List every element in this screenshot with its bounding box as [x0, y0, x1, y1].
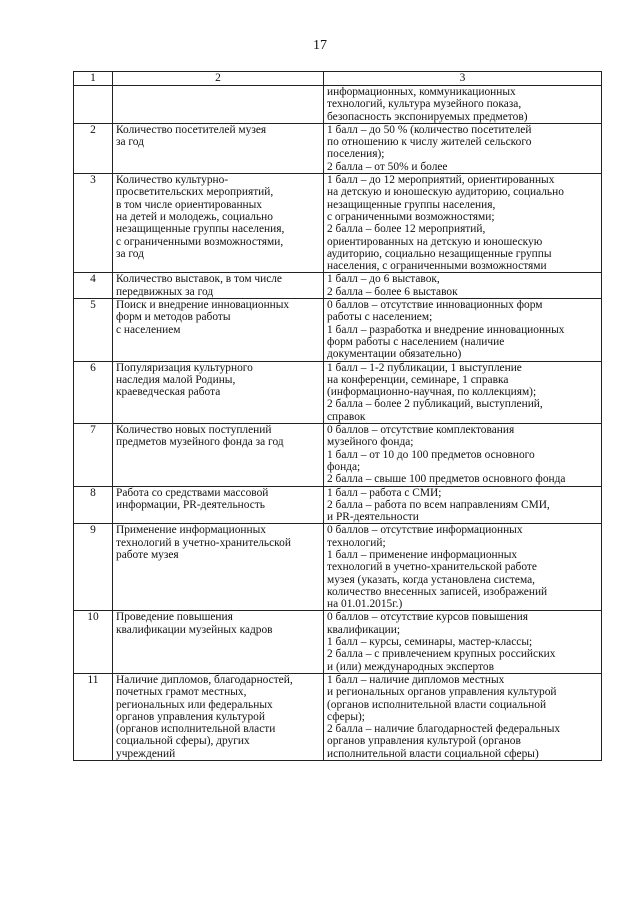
- column-header-criterion: 2: [113, 72, 324, 86]
- table-row: [74, 361, 602, 423]
- row-criterion: Наличие дипломов, благодарностей, почетных грамот местных, региональных или федеральных органов управления культурой (органов исполнительной власти социальной сферы), других учреждений: [113, 673, 324, 760]
- row-score: 1 балл – до 50 % (количество посетителей по отношению к числу жителей сельского поселения); 2 балла – от 50% и более: [324, 123, 602, 173]
- header-row: [74, 72, 602, 86]
- row-number: 6: [74, 361, 113, 423]
- row-number: 5: [74, 299, 113, 361]
- column-header-number: 1: [74, 72, 113, 86]
- table-row: [74, 86, 602, 124]
- row-number: 8: [74, 486, 113, 524]
- row-score: 1 балл – наличие дипломов местных и региональных органов управления культурой (органов исполнительной власти социальной сферы); 2 балла – наличие благодарностей федеральных органов управления культурой (органов исполнительной власти социальной сферы): [324, 673, 602, 760]
- row-score: 1 балл – 1-2 публикации, 1 выступление на конференции, семинаре, 1 справка (информационно-научная, по коллекциям); 2 балла – более 2 публикаций, выступлений, справок: [324, 361, 602, 423]
- column-header-score: 3: [324, 72, 602, 86]
- table-row: [74, 174, 602, 273]
- row-number: 10: [74, 611, 113, 673]
- row-number: 7: [74, 424, 113, 486]
- table-row: [74, 524, 602, 611]
- row-score: 0 баллов – отсутствие инновационных форм работы с населением; 1 балл – разработка и внедрение инновационных форм работы с населением (наличие документации обязательно): [324, 299, 602, 361]
- row-score: 0 баллов – отсутствие комплектования музейного фонда; 1 балл – от 10 до 100 предметов основного фонда; 2 балла – свыше 100 предметов основного фонда: [324, 424, 602, 486]
- table-row: [74, 299, 602, 361]
- row-criterion: [113, 86, 324, 124]
- row-number: 9: [74, 524, 113, 611]
- row-number: 3: [74, 174, 113, 273]
- table-header: [74, 72, 602, 86]
- row-number: [74, 86, 113, 124]
- row-criterion: Количество культурно- просветительских мероприятий, в том числе ориентированных на детей и молодежь, социально незащищенные группы населения, с ограниченными возможностями, за год: [113, 174, 324, 273]
- row-score: 0 баллов – отсутствие информационных технологий; 1 балл – применение информационных технологий в учетно-хранительской работе музея (указать, когда установлена система, количество внесенных записей, изображений на 01.01.2015г.): [324, 524, 602, 611]
- row-score: 1 балл – до 12 мероприятий, ориентированных на детскую и юношескую аудиторию, социально незащищенные группы населения, с ограниченными возможностями; 2 балла – более 12 мероприятий, ориентированных на детскую и юношескую аудиторию, социально незащищенные группы населения, с ограниченными возможностями: [324, 174, 602, 273]
- row-criterion: Популяризация культурного наследия малой Родины, краеведческая работа: [113, 361, 324, 423]
- row-criterion: Применение информационных технологий в учетно-хранительской работе музея: [113, 524, 324, 611]
- row-number: 4: [74, 273, 113, 299]
- table-row: [74, 673, 602, 760]
- table-row: [74, 486, 602, 524]
- page-number: 17: [313, 38, 327, 53]
- criteria-table: [73, 71, 602, 761]
- row-score: 0 баллов – отсутствие курсов повышения квалификации; 1 балл – курсы, семинары, мастер-классы; 2 балла – с привлечением крупных российских и (или) международных экспертов: [324, 611, 602, 673]
- row-criterion: Поиск и внедрение инновационных форм и методов работы с населением: [113, 299, 324, 361]
- row-number: 11: [74, 673, 113, 760]
- table-row: [74, 424, 602, 486]
- table-row: [74, 273, 602, 299]
- row-score: 1 балл – работа с СМИ; 2 балла – работа по всем направлениям СМИ, и PR-деятельности: [324, 486, 602, 524]
- table-body: [74, 86, 602, 761]
- row-criterion: Работа со средствами массовой информации, PR-деятельность: [113, 486, 324, 524]
- row-score: 1 балл – до 6 выставок, 2 балла – более 6 выставок: [324, 273, 602, 299]
- row-number: 2: [74, 123, 113, 173]
- table-row: [74, 123, 602, 173]
- row-criterion: Количество выставок, в том числе передвижных за год: [113, 273, 324, 299]
- table-row: [74, 611, 602, 673]
- row-criterion: Количество посетителей музея за год: [113, 123, 324, 173]
- row-criterion: Проведение повышения квалификации музейных кадров: [113, 611, 324, 673]
- row-criterion: Количество новых поступлений предметов музейного фонда за год: [113, 424, 324, 486]
- row-score: информационных, коммуникационных технологий, культура музейного показа, безопасность экспонируемых предметов): [324, 86, 602, 124]
